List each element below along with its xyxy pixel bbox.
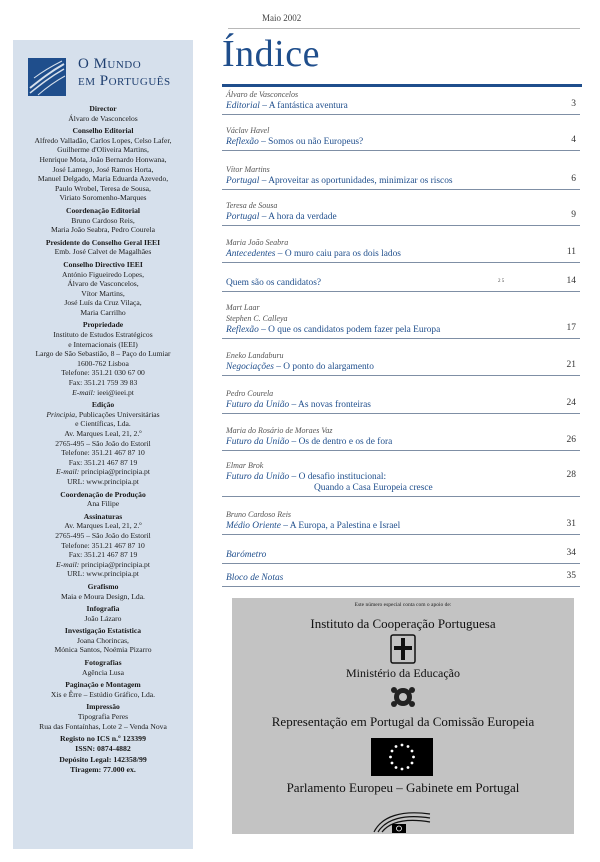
sponsor-item: Parlamento Europeu – Gabinete em Portugal [286, 780, 520, 795]
toc-title[interactable] [226, 362, 374, 372]
toc-page-number: 35 [566, 571, 576, 581]
european-parliament-logo-icon [372, 808, 432, 834]
toc-title[interactable] [226, 400, 371, 410]
credit-line: Emb. José Calvet de Magalhães [54, 247, 152, 257]
toc-title[interactable] [226, 550, 266, 560]
toc-rule [222, 375, 580, 376]
masthead-credits [13, 104, 193, 775]
toc-title[interactable] [226, 521, 400, 531]
toc-rule [222, 496, 580, 497]
toc-rule [222, 114, 580, 115]
credit-heading: Propriedade [82, 320, 124, 330]
toc-title-text: – As novas fronteiras [289, 400, 371, 410]
credit-line: Av. Marques Leal, 21, 2.º [64, 521, 142, 531]
credit-line: 2765-495 – São João do Estoril [55, 438, 151, 448]
credit-heading: Paginação e Montagem [65, 680, 141, 690]
top-divider [228, 28, 580, 29]
credit-line: Álvaro de Vasconcelos [68, 113, 138, 123]
sponsor-item: Instituto da Cooperação Portuguesa [310, 616, 496, 631]
toc-rule [222, 450, 580, 451]
toc-section-kicker: Futuro da União [226, 437, 290, 447]
sponsors-box [232, 598, 574, 834]
toc-title[interactable] [226, 573, 283, 583]
toc-author: Álvaro de Vasconcelos [226, 90, 299, 99]
credit-heading: Conselho Directivo IEEI [63, 259, 143, 269]
toc-title-continued: Quando a Casa Europeia cresce [314, 483, 433, 493]
credit-line: URL: www.principia.pt [67, 476, 139, 486]
toc-title-text: – O ponto do alargamento [273, 362, 374, 372]
toc-footnote-marker: 2 5 [498, 279, 505, 284]
toc-rule [222, 413, 580, 414]
toc-section-kicker: Editorial [226, 101, 260, 111]
toc-section-kicker: Futuro da União [226, 472, 290, 482]
toc-author: Mart Laar [226, 303, 260, 312]
credit-line: João Lázaro [84, 613, 122, 623]
credit-line: Vítor Martins, [81, 288, 125, 298]
brand-line-1: O Mundo [78, 56, 142, 72]
magazine-brand [78, 56, 171, 90]
credit-line: Guilherme d'Oliveira Martins, [57, 145, 149, 155]
credit-line: Maria João Seabra, Pedro Courela [51, 225, 155, 235]
credit-heading: Impressão [86, 702, 120, 712]
registry-line: Tiragem: 77.000 ex. [70, 764, 136, 774]
toc-title-text: Quem são os candidatos? [226, 278, 322, 288]
toc-title[interactable] [226, 278, 321, 288]
toc-author: Eneko Landaburu [226, 351, 284, 360]
credit-line: Bruno Cardoso Reis, [71, 215, 135, 225]
toc-author: Vítor Martins [226, 165, 270, 174]
toc-title[interactable] [226, 249, 401, 259]
toc-page-number: 17 [566, 323, 576, 333]
credit-heading: Presidente do Conselho Geral IEEI [45, 237, 161, 247]
toc-rule [222, 225, 580, 226]
brand-line-2: em Português [78, 73, 171, 89]
sponsors-caption: Este número especial conta com o apoio de: [354, 602, 452, 608]
toc-title-text: – Aproveitar as oportunidades, minimizar os riscos [259, 176, 453, 186]
credit-line: E-mail: principia@principia.pt [56, 467, 150, 477]
credit-line: Ana Filipe [86, 499, 120, 509]
republic-emblem-icon [389, 685, 417, 709]
registry-line: ISSN: 0874-4882 [75, 744, 131, 754]
toc-author: Maria João Seabra [226, 238, 289, 247]
credit-line: Telefone: 351.21 467 87 10 [61, 448, 145, 458]
toc-section-kicker: Reflexão [226, 137, 259, 147]
credit-heading: Coordenação de Produção [60, 489, 146, 499]
toc-title[interactable] [226, 437, 392, 447]
toc-rule [222, 563, 580, 564]
registry-line: Registo no ICS n.º 123399 [60, 734, 146, 744]
toc-title[interactable] [226, 472, 386, 482]
credit-line: Fax: 351.21 759 39 83 [68, 378, 138, 388]
credit-heading: Edição [91, 400, 115, 410]
credit-line: Mónica Santos, Noémia Pizarro [54, 645, 152, 655]
credit-line: Maia e Moura Design, Lda. [61, 591, 145, 601]
title-rule [222, 84, 582, 87]
toc-author: Pedro Courela [226, 389, 274, 398]
credit-line: Álvaro de Vasconcelos, [67, 279, 139, 289]
toc-section-kicker: Barómetro [226, 550, 267, 560]
toc-title[interactable] [226, 212, 337, 222]
credit-line: Tipografia Peres [77, 712, 129, 722]
credit-heading: Conselho Editorial [72, 126, 134, 136]
credit-heading: Infografia [86, 604, 120, 614]
credit-heading: Investigação Estatística [64, 626, 142, 636]
credit-line: Telefone: 351.21 030 67 00 [61, 368, 145, 378]
toc-page-number: 4 [571, 135, 576, 145]
toc-rule [222, 262, 580, 263]
credit-line: Rua das Fontaínhas, Lote 2 – Venda Nova [39, 721, 167, 731]
toc-section-kicker: Reflexão [226, 325, 259, 335]
toc-page-number: 11 [566, 247, 576, 257]
credit-line: E-mail: principia@principia.pt [56, 559, 150, 569]
credit-line: e Internacionais (IEEI) [68, 339, 138, 349]
credit-line: Joana Chorincas, [77, 635, 129, 645]
toc-rule [222, 338, 580, 339]
credit-line: Xis e Êrre – Estúdio Gráfico, Lda. [50, 689, 156, 699]
toc-rule [222, 291, 580, 292]
toc-page-number: 34 [566, 548, 576, 558]
credit-line: Agência Lusa [82, 667, 124, 677]
sponsor-item: Representação em Portugal da Comissão Europeia [271, 714, 535, 729]
toc-rule [222, 534, 580, 535]
toc-section-kicker: Médio Oriente [226, 521, 281, 531]
credit-line: URL: www.principia.pt [67, 569, 139, 579]
toc-title[interactable] [226, 137, 363, 147]
magazine-logo-icon [28, 58, 66, 96]
credit-line: Largo de São Sebastião, 8 – Paço do Lumiar [35, 349, 171, 359]
toc-page-number: 9 [571, 210, 576, 220]
toc-author: Teresa de Sousa [226, 201, 278, 210]
toc-title[interactable] [226, 101, 348, 111]
credit-line: Manuel Delgado, Maria Eduarda Azevedo, [37, 174, 169, 184]
toc-title-text: – O que os candidatos podem fazer pela Europa [258, 325, 441, 335]
credit-line: Fax: 351.21 467 87 19 [68, 550, 138, 560]
toc-page-number: 31 [566, 519, 576, 529]
credit-line: Av. Marques Leal, 21, 2.º [64, 429, 142, 438]
credit-line: Fax: 351.21 467 87 19 [68, 457, 138, 467]
eu-flag-icon [371, 738, 433, 776]
credit-line: Instituto de Estudos Estratégicos [53, 330, 153, 340]
toc-section-kicker: Futuro da União [226, 400, 290, 410]
credit-line: e Científicas, Lda. [75, 419, 131, 429]
toc-title-text: – A Europa, a Palestina e Israel [280, 521, 401, 531]
credit-line: José Luís da Cruz Vilaça, [64, 298, 142, 308]
toc-section-kicker: Antecedentes [226, 249, 276, 259]
toc-author: Stephen C. Calleya [226, 314, 288, 323]
toc-rule [222, 586, 580, 587]
toc-title-text: – A hora da verdade [259, 212, 337, 222]
credit-heading: Grafismo [87, 581, 119, 591]
toc-author: Bruno Cardoso Reis [226, 510, 292, 519]
toc-section-kicker: Negociações [226, 362, 274, 372]
toc-author: Maria do Rosário de Moraes Vaz [226, 426, 333, 435]
toc-title[interactable] [226, 325, 440, 335]
toc-page-number: 14 [566, 276, 576, 286]
credit-line: Viriato Soromenho-Marques [59, 193, 147, 203]
toc-title-text: – Os de dentro e os de fora [289, 437, 393, 447]
toc-rule [222, 189, 580, 190]
issue-date: Maio 2002 [262, 13, 302, 23]
credit-line: Paulo Wrobel, Teresa de Sousa, [55, 183, 151, 193]
credit-line: 2765-495 – São João do Estoril [55, 530, 151, 540]
toc-title[interactable] [226, 176, 453, 186]
credit-heading: Fotografias [84, 658, 122, 668]
credit-line: E-mail: ieei@ieei.pt [72, 387, 134, 397]
toc-page-number: 21 [566, 360, 576, 370]
toc-title-text: – Somos ou não Europeus? [258, 137, 364, 147]
credit-line: 1600-762 Lisboa [77, 358, 129, 368]
credit-line: Henrique Mota, João Bernardo Honwana, [39, 154, 167, 164]
toc-author: Václav Havel [226, 126, 270, 135]
toc-page-number: 28 [566, 470, 576, 480]
credit-line: José Lamego, José Ramos Horta, [52, 164, 154, 174]
ministry-emblem-icon [390, 634, 416, 664]
credit-heading: Director [89, 104, 117, 113]
toc-title-text: – O desafio institucional: [289, 472, 387, 482]
toc-rule [222, 150, 580, 151]
toc-title-text: – A fantástica aventura [259, 101, 348, 111]
toc-page-number: 3 [571, 99, 576, 109]
toc-section-kicker: Portugal [226, 176, 260, 186]
credit-heading: Coordenação Editorial [65, 205, 141, 215]
credit-line: Principia, Publicações Universitárias [46, 409, 160, 419]
credit-line: Maria Carrilho [80, 307, 126, 317]
credit-line: António Figueiredo Lopes, [61, 269, 145, 279]
toc-page-number: 26 [566, 435, 576, 445]
toc-section-kicker: Bloco de Notas [226, 573, 284, 583]
sponsor-item: Ministério da Educação [346, 666, 460, 680]
credit-line: Alfredo Valladão, Carlos Lopes, Celso Lafer, [34, 135, 172, 145]
toc-page-number: 24 [566, 398, 576, 408]
toc-page-number: 6 [571, 174, 576, 184]
toc-author: Elmar Brok [226, 461, 264, 470]
toc-section-kicker: Portugal [226, 212, 260, 222]
credit-line: Telefone: 351.21 467 87 10 [61, 540, 145, 550]
page-title: Índice [222, 33, 320, 75]
registry-line: Depósito Legal: 142358/99 [59, 754, 147, 764]
credit-heading: Assinaturas [83, 511, 123, 521]
toc-title-text: – O muro caiu para os dois lados [275, 249, 401, 259]
